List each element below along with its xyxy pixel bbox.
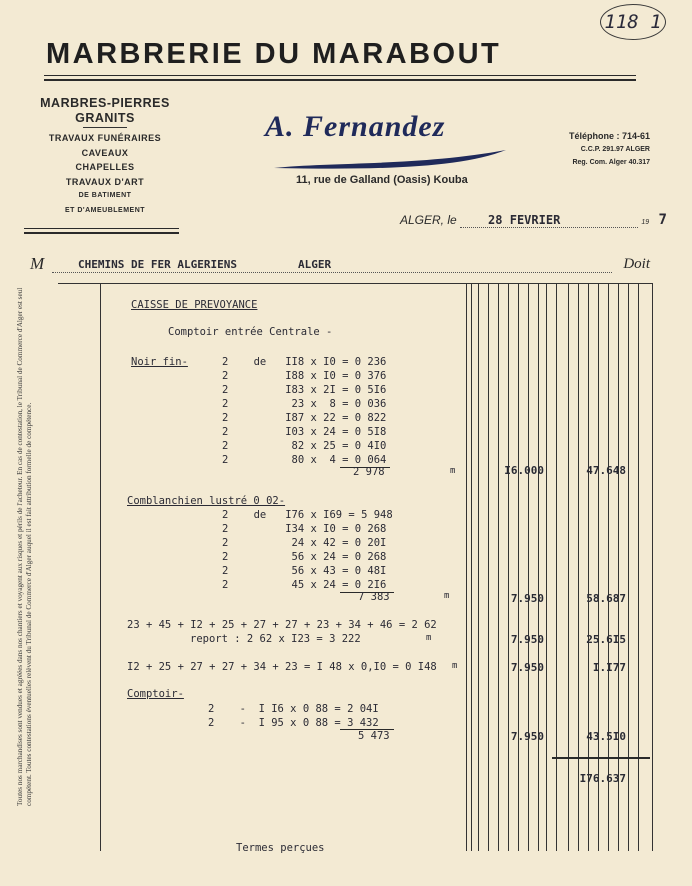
line-text: 2 45 x 24 = 0 2I6 [222, 579, 387, 591]
column-line [618, 284, 619, 851]
column-line [588, 284, 589, 851]
column-line [638, 284, 639, 851]
line-amount: 47.648 [586, 464, 626, 477]
line-text: I2 + 25 + 27 + 27 + 34 + 23 = I 48 x 0,I0 = 0 I48 [127, 661, 437, 673]
row-mark: m [452, 661, 458, 671]
line-text: 2 56 x 43 = 0 48I [222, 565, 387, 577]
line-amount: 25.6I5 [586, 633, 626, 646]
unit-price: 7.950 [510, 661, 544, 674]
unit-price: 7.950 [510, 592, 544, 605]
line-text: 2 56 x 24 = 0 268 [222, 551, 387, 563]
line-text: 2 - I I6 x 0 88 = 2 04I [208, 703, 379, 715]
date-year-prefix: 19 [641, 219, 650, 226]
footer-note: Termes perçues [236, 842, 325, 854]
subtotal: 2 978 [353, 466, 385, 478]
legal-note: Toutes nos marchandises sont vendues et agréées dans nos chantiers et voyagent aux risques et périls de l'acheteur. En cas de contestation, le Tribunal de Commerce d'Alger est seul compétent. Toutes contestations éventuelles relèvent du Tribunal de Commerce d'Alger auquel il est fait attribution formelle de compétence. [16, 287, 34, 806]
divider [83, 127, 127, 128]
line-amount: I.I77 [592, 661, 626, 674]
margin-line [100, 284, 101, 851]
trade-line: CAVEAUX [81, 147, 129, 158]
section-title: Noir fin- [131, 356, 188, 368]
column-line [568, 284, 569, 851]
company-name: MARBRERIE DU MARABOUT [46, 38, 502, 70]
line-text: 2 24 x 42 = 0 20I [222, 537, 387, 549]
invoice-date [400, 212, 667, 228]
line-text: 2 I88 x I0 = 0 376 [222, 370, 387, 382]
line-text: 2 I34 x I0 = 0 268 [222, 523, 387, 535]
unit-price: I6.000 [504, 464, 544, 477]
line-text: 2 - I 95 x 0 88 = 3 432 [208, 717, 379, 729]
subtotal: 7 383 [358, 591, 390, 603]
line-text: 2 82 x 25 = 0 4I0 [222, 440, 387, 452]
column-line [508, 284, 509, 851]
total-rule [552, 757, 650, 759]
line-amount: 43.5I0 [586, 730, 626, 743]
column-line [546, 284, 547, 851]
line-text: 2 I83 x 2I = 0 5I6 [222, 384, 387, 396]
addressee-dotted-line [52, 272, 612, 273]
line-text: 2 80 x 4 = 0 064 [222, 454, 387, 466]
column-line [488, 284, 489, 851]
left-block-rule [24, 232, 179, 234]
column-line [628, 284, 629, 851]
column-line [528, 284, 529, 851]
signature-flourish [270, 146, 510, 176]
phone: Téléphone : 714-61 [568, 131, 650, 141]
addressee-prefix: M [30, 254, 45, 273]
date-day-month: 28 FEVRIER [460, 213, 638, 228]
column-line [608, 284, 609, 851]
column-line [556, 284, 557, 851]
unit-price: 7.950 [510, 730, 544, 743]
column-line [598, 284, 599, 851]
line-text: 2 de I76 x I69 = 5 948 [222, 509, 393, 521]
row-mark: m [450, 466, 456, 476]
section-title: Comblanchien lustré 0 02- [127, 495, 286, 507]
line-text: 2 de II8 x I0 = 0 236 [222, 356, 387, 368]
trade-line: CHAPELLES [75, 162, 135, 172]
trade-line: ET D'AMEUBLEMENT [64, 206, 146, 214]
header-rule [44, 79, 636, 81]
row-mark: m [444, 591, 450, 601]
unit-price: 7.950 [510, 633, 544, 646]
trade-list [20, 96, 190, 218]
addressee-row [30, 256, 650, 276]
column-line [466, 284, 467, 851]
date-place: ALGER, le [400, 213, 457, 227]
trade-line: DE BATIMENT [78, 192, 132, 199]
line-text: 23 + 45 + I2 + 25 + 27 + 27 + 23 + 34 + 46 = 2 62 [127, 619, 437, 631]
left-block-rule [24, 228, 179, 229]
column-line [578, 284, 579, 851]
column-line [478, 284, 479, 851]
grand-total: I76.637 [579, 772, 626, 785]
doit-label: Doit [623, 256, 650, 272]
section-title: CAISSE DE PREVOYANCE [131, 299, 258, 311]
trade-line: TRAVAUX D'ART [65, 176, 145, 187]
date-year-suffix: 7 [658, 212, 667, 228]
signature: A. Fernandez [265, 110, 446, 143]
section-title: Comptoir- [127, 688, 184, 700]
addressee-city: ALGER [298, 258, 332, 271]
trade-line: MARBRES-PIERRES [40, 96, 170, 110]
addressee-name: CHEMINS DE FER ALGERIENS [78, 258, 237, 271]
column-line [518, 284, 519, 851]
column-line [538, 284, 539, 851]
company-address: 11, rue de Galland (Oasis) Kouba [296, 174, 468, 186]
header-rule [44, 75, 636, 76]
ccp: C.C.P. 291.97 ALGER [580, 146, 650, 153]
reference-number: 118 1 [600, 4, 666, 40]
line-text: Comptoir entrée Centrale - [168, 326, 333, 338]
line-text: 2 I87 x 22 = 0 822 [222, 412, 387, 424]
column-line [498, 284, 499, 851]
trade-line: TRAVAUX FUNÉRAIRES [48, 133, 162, 143]
registry: Reg. Com. Alger 40.317 [572, 159, 650, 166]
line-text: report : 2 62 x I23 = 3 222 [190, 633, 361, 645]
subtotal: 5 473 [358, 730, 390, 742]
column-line [471, 284, 472, 851]
row-mark: m [426, 633, 432, 643]
trade-line: GRANITS [75, 110, 135, 125]
line-text: 2 23 x 8 = 0 036 [222, 398, 387, 410]
line-text: 2 I03 x 24 = 0 5I8 [222, 426, 387, 438]
contact-info [530, 130, 650, 169]
line-amount: 58.687 [586, 592, 626, 605]
